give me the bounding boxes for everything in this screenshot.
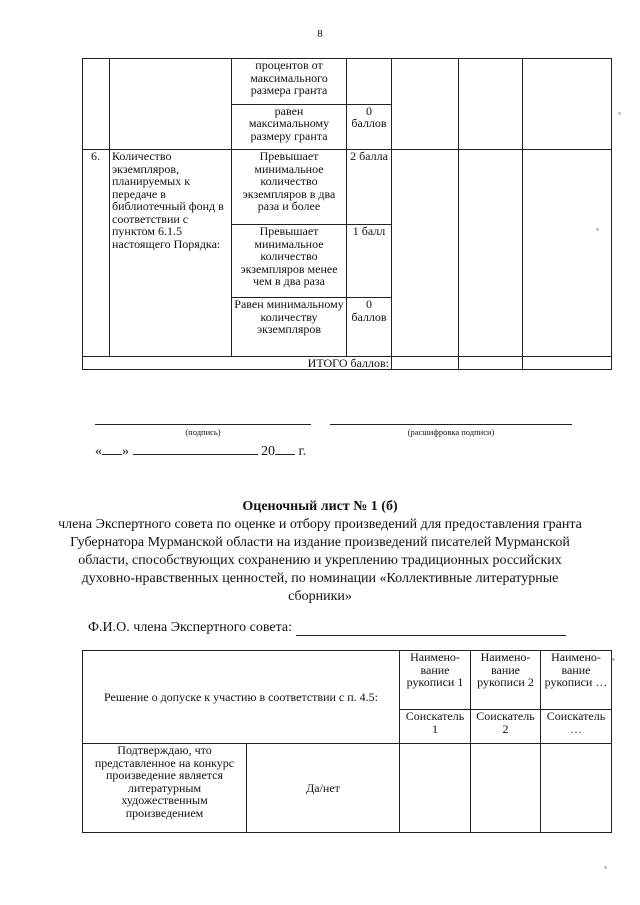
- table-row: [83, 150, 612, 225]
- answer-cell[interactable]: [400, 744, 471, 833]
- signature-decode-line: [330, 424, 572, 425]
- signature-decode-caption: (расшифровка подписи): [407, 427, 495, 437]
- score-cell: 2 балла: [347, 150, 392, 225]
- applicant-header: Соискатель 1: [400, 710, 471, 744]
- signature-line: [95, 424, 311, 425]
- fio-row: [88, 620, 566, 636]
- scan-speck: [618, 112, 621, 115]
- manuscript-header: Наимено- вание рукописи …: [541, 651, 612, 710]
- score-cell: 1 балл: [347, 225, 392, 298]
- score-cell: 0 баллов: [347, 104, 392, 150]
- signature-caption: (подпись): [185, 427, 221, 437]
- scan-speck: [604, 866, 607, 869]
- criterion-option: равен максимальному размеру гранта: [232, 104, 347, 150]
- table-row: [83, 357, 612, 370]
- sheet-subtitle: члена Экспертного совета по оценке и отбору произведений для предоставления гранта Губернатора Мурманской области на издание произведений писателей Мурманской области, способствующих сохранению и укреплению традиционных российских духовно-нравственных ценностей, по номинации «Коллективные литературные сборники»: [58, 517, 582, 604]
- decision-label: Решение о допуске к участию в соответствии с п. 4.5:: [83, 651, 400, 744]
- confirm-text: Подтверждаю, что представленное на конкурс произведение является литературным художественным произведением: [83, 744, 247, 833]
- criterion-option: Превышает минимальное количество экземпляров в два раза и более: [232, 150, 347, 225]
- applicant-header: Соискатель …: [541, 710, 612, 744]
- fio-line: [296, 635, 566, 636]
- applicant-header: Соискатель 2: [471, 710, 541, 744]
- sheet-title: Оценочный лист № 1 (б): [242, 499, 398, 514]
- manuscript-header: Наимено- вание рукописи 1: [400, 651, 471, 710]
- table-row: [83, 651, 612, 710]
- admission-table: [82, 650, 612, 833]
- page-number: 8: [317, 28, 323, 40]
- answer-cell[interactable]: [541, 744, 612, 833]
- answer-cell[interactable]: [471, 744, 541, 833]
- criterion-option: Превышает минимальное количество экземпляров менее чем в два раза: [232, 225, 347, 298]
- score-cell: 0 баллов: [347, 298, 392, 357]
- scan-speck: [612, 658, 615, 661]
- answer-label: Да/нет: [247, 744, 400, 833]
- date-quote-open: «: [95, 444, 102, 459]
- criterion-label: Количество экземпляров, планируемых к передаче в библиотечный фонд в соответствии с пунктом 6.1.5 настоящего Порядка:: [110, 150, 232, 357]
- manuscript-header: Наимено- вание рукописи 2: [471, 651, 541, 710]
- fio-label: Ф.И.О. члена Экспертного совета:: [88, 620, 293, 635]
- date-year-suffix: г.: [298, 444, 307, 459]
- scan-speck: [596, 228, 599, 231]
- date-line: [95, 444, 306, 460]
- date-year-prefix: 20: [261, 444, 275, 459]
- criterion-option: процентов от максимального размера гранта: [232, 59, 347, 105]
- criteria-table: [82, 58, 612, 370]
- criterion-option: Равен минимальному количеству экземпляров: [232, 298, 347, 357]
- table-row: [83, 59, 612, 105]
- criterion-number: 6.: [83, 150, 110, 357]
- total-label: ИТОГО баллов:: [83, 357, 392, 370]
- date-quote-close: »: [122, 444, 129, 459]
- table-row: [83, 744, 612, 833]
